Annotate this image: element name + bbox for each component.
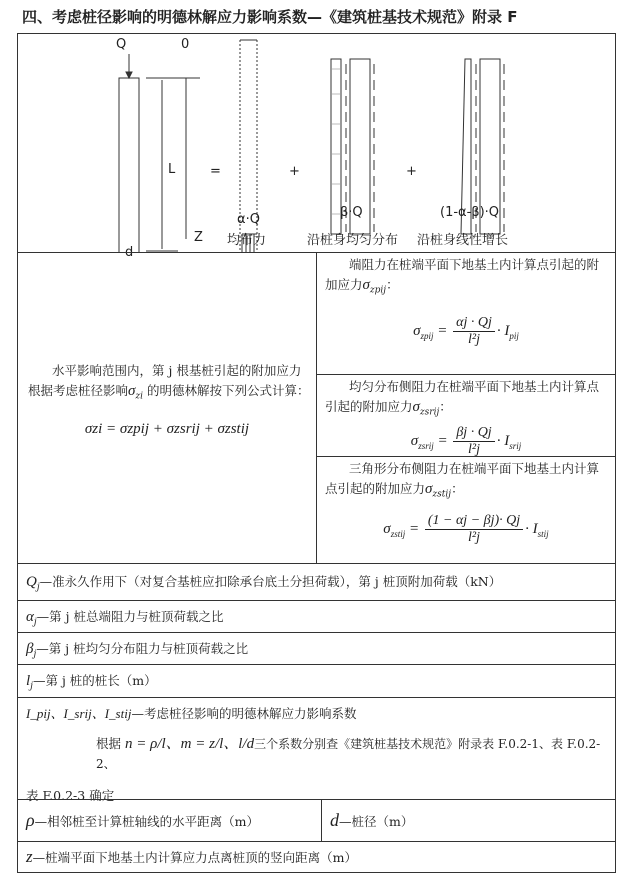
end-resistance-formula: $\sigma_{zpij}$ = $\frac{\alpha j \cdot Qj}{\text{l²j}}$ · $I_{pij}$ [413,314,519,347]
def-l: $l_j—$第 j 桩的桩长（m） [17,664,616,698]
def-alpha: $\alpha_j—$第 j 桩总端阻力与桩顶荷载之比 [17,600,616,633]
triangular-side-formula: $\sigma_{zstij}$ = $\frac{(1 - \alpha j - \beta j)\cdot Qj}{\text{l²j}}$ · $I_{stij}$ [383,512,549,545]
plus-sign: + [406,164,417,179]
equals-sign: = [210,164,221,179]
def-I: I_pij、I_srij、I_stij—考虑桩径影响的明德林解应力影响系数 根据 n = ρ/l、m = z/l、l/d三个系数分别查《建筑桩基技术规范》附录表 F.0.2-1、表 F.0.2-2、 表 F.0.2-3 确定 [17,697,616,800]
pile-load-diagram [18,34,615,252]
def-rho: ρ—相邻桩至计算桩轴线的水平距离（m） [17,799,322,842]
label-alpha-Q: α·Q [237,212,260,227]
def-Q: $Q_j—$准永久作用下（对复合基桩应扣除承台底土分担荷载），第 j 桩顶附加荷载（kN） [17,563,616,601]
caption-linear-side: 沿桩身线性增长 [417,233,509,248]
label-gamma-Q: (1-α-β)·Q [440,205,500,220]
triangular-side-cell: 三角形分布侧阻力在桩端平面下地基土内计算点引起的附加应力$\sigma_{zstij}$： $\sigma_{zstij}$ = $\frac{(1 - \alpha j - \beta j)\cdot Qj}{\text{l²j}}$ · $I_{stij}$ [316,456,616,564]
intro-text: 水平影响范围内，第 j 根基桩引起的附加应力根据考虑桩径影响 [28,363,302,398]
caption-uniform-side: 沿桩身均匀分布 [307,233,399,248]
left-explanation-cell: 水平影响范围内，第 j 根基桩引起的附加应力根据考虑桩径影响$\sigma_{zi}$ 的明德林解按下列公式计算： σzi = σzpij + σzsrij + σzstij [17,252,317,564]
label-origin: 0 [181,37,190,52]
pile-body [119,78,139,252]
diagram-cell [17,33,616,260]
total-stress-formula: σzi = σzpij + σzsrij + σzstij [84,421,250,437]
page-title: 四、考虑桩径影响的明德林解应力影响系数—《建筑桩基技术规范》附录 F [22,8,518,26]
end-resistance-cell: 端阻力在桩端平面下地基土内计算点引起的附加应力$\sigma_{zpij}$： $\sigma_{zpij}$ = $\frac{\alpha j \cdot Qj}{\text{l²j}}$ · $I_{pij}$ [316,252,616,375]
label-Q: Q [116,37,127,52]
def-z: z—桩端平面下地基土内计算应力点离桩顶的竖向距离（m） [17,841,616,873]
plus-sign: + [289,164,300,179]
label-Z: Z [194,230,203,245]
label-d: d [125,245,134,260]
label-beta-Q: β·Q [340,205,363,220]
def-beta: $\beta_j—$第 j 桩均匀分布阻力与桩顶荷载之比 [17,632,616,665]
uniform-side-formula: $\sigma_{zsrij}$ = $\frac{\beta j \cdot Qj}{\text{l²j}}$ · $I_{srij}$ [410,424,522,457]
uniform-side-cell: 均匀分布侧阻力在桩端平面下地基土内计算点引起的附加应力$\sigma_{zsrij}$： $\sigma_{zsrij}$ = $\frac{\beta j \cdot Qj}{\text{l²j}}$ · $I_{srij}$ [316,374,616,457]
label-L: L [168,162,176,177]
caption-uniform-force: 均布力 [227,233,267,248]
def-d: d—桩径（m） [321,799,616,842]
